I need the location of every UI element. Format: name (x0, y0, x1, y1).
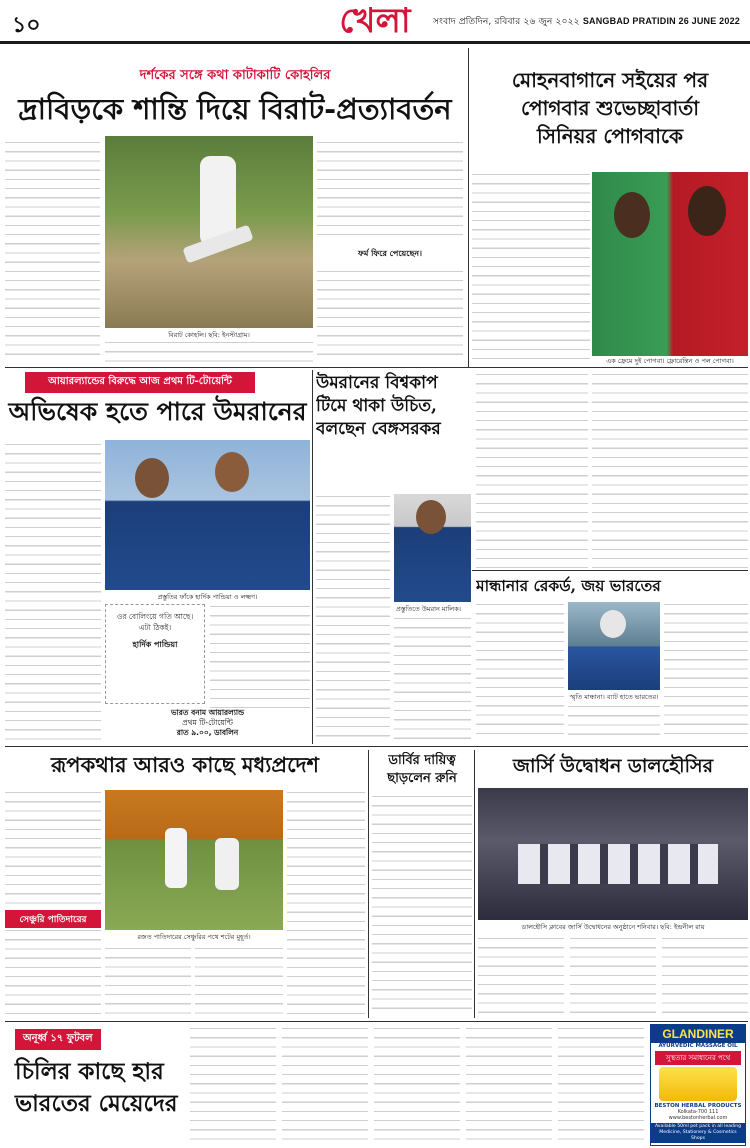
dateline-bengali: সংবাদ প্রতিদিন, রবিবার ২৬ জুন ২০২২ (433, 17, 580, 27)
headline-line: সিনিয়র পোগবাকে (537, 124, 683, 148)
body-text-column (570, 936, 656, 1016)
body-text-column (664, 602, 748, 742)
match-type: প্রথম টি-টোয়েন্টি (182, 718, 233, 727)
umran-photo (394, 494, 471, 602)
body-text-column (374, 1026, 460, 1144)
ad-footer: Available 50ml pet pack in all leading Medicine, Stationery & Cosmetics Shops (651, 1123, 745, 1143)
page-header (0, 0, 750, 44)
headline-line: বলছেন বেঙ্গসরকর (316, 419, 441, 439)
dateline (433, 14, 740, 29)
column-divider (468, 48, 469, 368)
story-rooney (372, 752, 472, 1018)
body-text-column (472, 172, 590, 364)
quote-author: হার্দিক পান্ডিয়া (132, 640, 178, 649)
column-divider (312, 370, 313, 744)
match-teams: ভারত বনাম আয়ারল্যান্ড (170, 708, 245, 717)
body-text-column (195, 946, 283, 1016)
story-dalhousie-headline[interactable]: জার্সি উদ্বোধন ডালহৌসির (512, 755, 714, 777)
mandhana-photo-caption: স্মৃতি মান্ধানা। ব্যাট হাতে ভারতের। (569, 693, 659, 701)
headline-line: পোগবার শুভেচ্ছাবার্তা (520, 96, 700, 120)
mp-photo-caption: রজত পাতিদারের সেঞ্চুরির পথে শটের মুহূর্ত। (137, 933, 251, 941)
pogba-photo-caption: এক ফ্রেমে দুই পোগবা। ফ্লোরেন্তিন ও পল পোগবা। (592, 356, 748, 367)
headline-line: উমরানের বিশ্বকাপ (316, 373, 438, 393)
story-pogba-headline[interactable] (472, 66, 748, 150)
body-text-column (282, 1026, 368, 1144)
quote-text: ওর বোলিংয়ে গতি আছে। এটা ঠিকই। (116, 612, 194, 632)
story-mandhana-headline[interactable]: মান্ধানার রেকর্ড, জয় ভারতের (476, 576, 661, 595)
section-masthead: খেলা (339, 1, 411, 41)
umran-photo-caption: প্রস্তুতিতে উমরান মালিক। (396, 605, 461, 613)
ad-bengali-tagline: সুস্থতার সমাধানের পথে (655, 1051, 741, 1065)
virat-photo-caption: বিরাট কোহলি। ছবি: ইনস্টাগ্রাম। (168, 331, 250, 339)
jersey-photo-caption (478, 922, 748, 933)
body-text-column (466, 1026, 552, 1144)
story-umran-debut (5, 372, 310, 744)
body-text-column (105, 946, 191, 1016)
story-dalhousie (478, 752, 748, 1018)
headline-line: ডার্বির দায়িত্ব (388, 753, 456, 768)
headline-line: ছাড়লেন রুনি (387, 771, 457, 786)
body-text-column (372, 794, 472, 1016)
story-rooney-headline[interactable] (372, 752, 472, 788)
story-virat-kicker: দর্শকের সঙ্গে কথা কাটাকাটি কোহলির (139, 68, 331, 83)
match-info-box (105, 708, 310, 742)
story-pogba (472, 48, 748, 368)
ad-brand: GLANDINER (651, 1025, 745, 1043)
photo-credit: ছবি: ইন্দ্রনীল রায় (660, 923, 705, 931)
virat-photo (105, 136, 313, 328)
story-mp-headline[interactable]: রূপকথার আরও কাছে মধ্যপ্রদেশ (51, 752, 319, 777)
dateline-english: SANGBAD PRATIDIN 26 JUNE 2022 (582, 16, 740, 26)
body-text-column (476, 602, 564, 742)
story-mp-subhead: সেঞ্চুরি পাতিদারের (5, 910, 101, 929)
body-text-column (394, 616, 471, 742)
team-training-photo (105, 440, 310, 590)
page-number: ১০ (12, 12, 41, 38)
body-text-column (5, 140, 100, 362)
pull-quote: ফর্ম ফিরে পেয়েছেন। (317, 240, 463, 266)
team-photo-caption: প্রস্তুতির ফাঁকে হার্দিক পান্ডিয়া ও লক্ষ্মণ। (157, 593, 258, 601)
story-chile-headline[interactable] (5, 1056, 185, 1120)
ad-tagline: AYURVEDIC MASSAGE OIL (658, 1043, 738, 1049)
mp-match-photo (105, 790, 283, 930)
story-mandhana (476, 574, 748, 744)
story-vengsarkar (316, 372, 471, 744)
story-chile (5, 1026, 185, 1146)
body-text-column (287, 790, 365, 1016)
body-text-column (592, 372, 748, 568)
body-text-column (662, 936, 748, 1016)
story-chile-kicker: অনূর্ধ্ব ১৭ ফুটবল (15, 1029, 101, 1050)
headline-line: টিমে থাকা উচিত, (316, 396, 437, 416)
story-umran-kicker: আয়ারল্যান্ডের বিরুদ্ধে আজ প্রথম টি-টোয়েন্টি (25, 372, 255, 393)
body-text-column (478, 936, 564, 1016)
jersey-launch-photo (478, 788, 748, 920)
body-text-column (568, 704, 660, 742)
body-text-column (190, 1026, 276, 1144)
body-text-column (476, 372, 588, 568)
mandhana-photo (568, 602, 660, 690)
row-divider (5, 746, 748, 747)
body-text-column (5, 442, 101, 742)
column-divider (474, 750, 475, 1018)
story-virat-headline[interactable]: দ্রাবিড়কে শান্তি দিয়ে বিরাট-প্রত্যাবর্তন (18, 92, 452, 126)
ad-company: BESTON HERBAL PRODUCTS (654, 1103, 742, 1109)
match-time: রাত ৯.০০, ডাবলিন (176, 728, 239, 737)
headline-line: ভারতের মেয়েদের (15, 1090, 178, 1117)
body-text-column (558, 1026, 644, 1144)
pogba-photo (592, 172, 748, 364)
row-divider (5, 367, 748, 368)
quote-box (105, 604, 205, 704)
caption-text: ডালহৌসি ক্লাবের জার্সি উদ্বোধনের অনুষ্ঠানে শনিবার। (521, 923, 659, 931)
ad-city: Kolkata-700 111 (677, 1109, 719, 1115)
story-madhya-pradesh (5, 750, 365, 1018)
story-umran-headline[interactable]: অভিষেক হতে পারে উমরানের (8, 397, 307, 426)
ad-product-image (659, 1067, 737, 1101)
row-divider (472, 570, 748, 571)
headline-line: মোহনবাগানে সইয়ের পর (511, 68, 709, 92)
headline-line: চিলির কাছে হার (15, 1058, 164, 1085)
body-text-column (210, 604, 310, 714)
glandiner-advertisement[interactable] (650, 1024, 746, 1146)
body-text-column (105, 340, 313, 364)
body-text-column (316, 494, 390, 742)
story-vengsarkar-headline[interactable] (316, 372, 471, 441)
story-virat (5, 48, 465, 364)
ad-contact[interactable]: www.bestonherbal.com (668, 1115, 728, 1121)
body-text-column (5, 928, 101, 1016)
column-divider (368, 750, 369, 1018)
row-divider (5, 1021, 748, 1022)
